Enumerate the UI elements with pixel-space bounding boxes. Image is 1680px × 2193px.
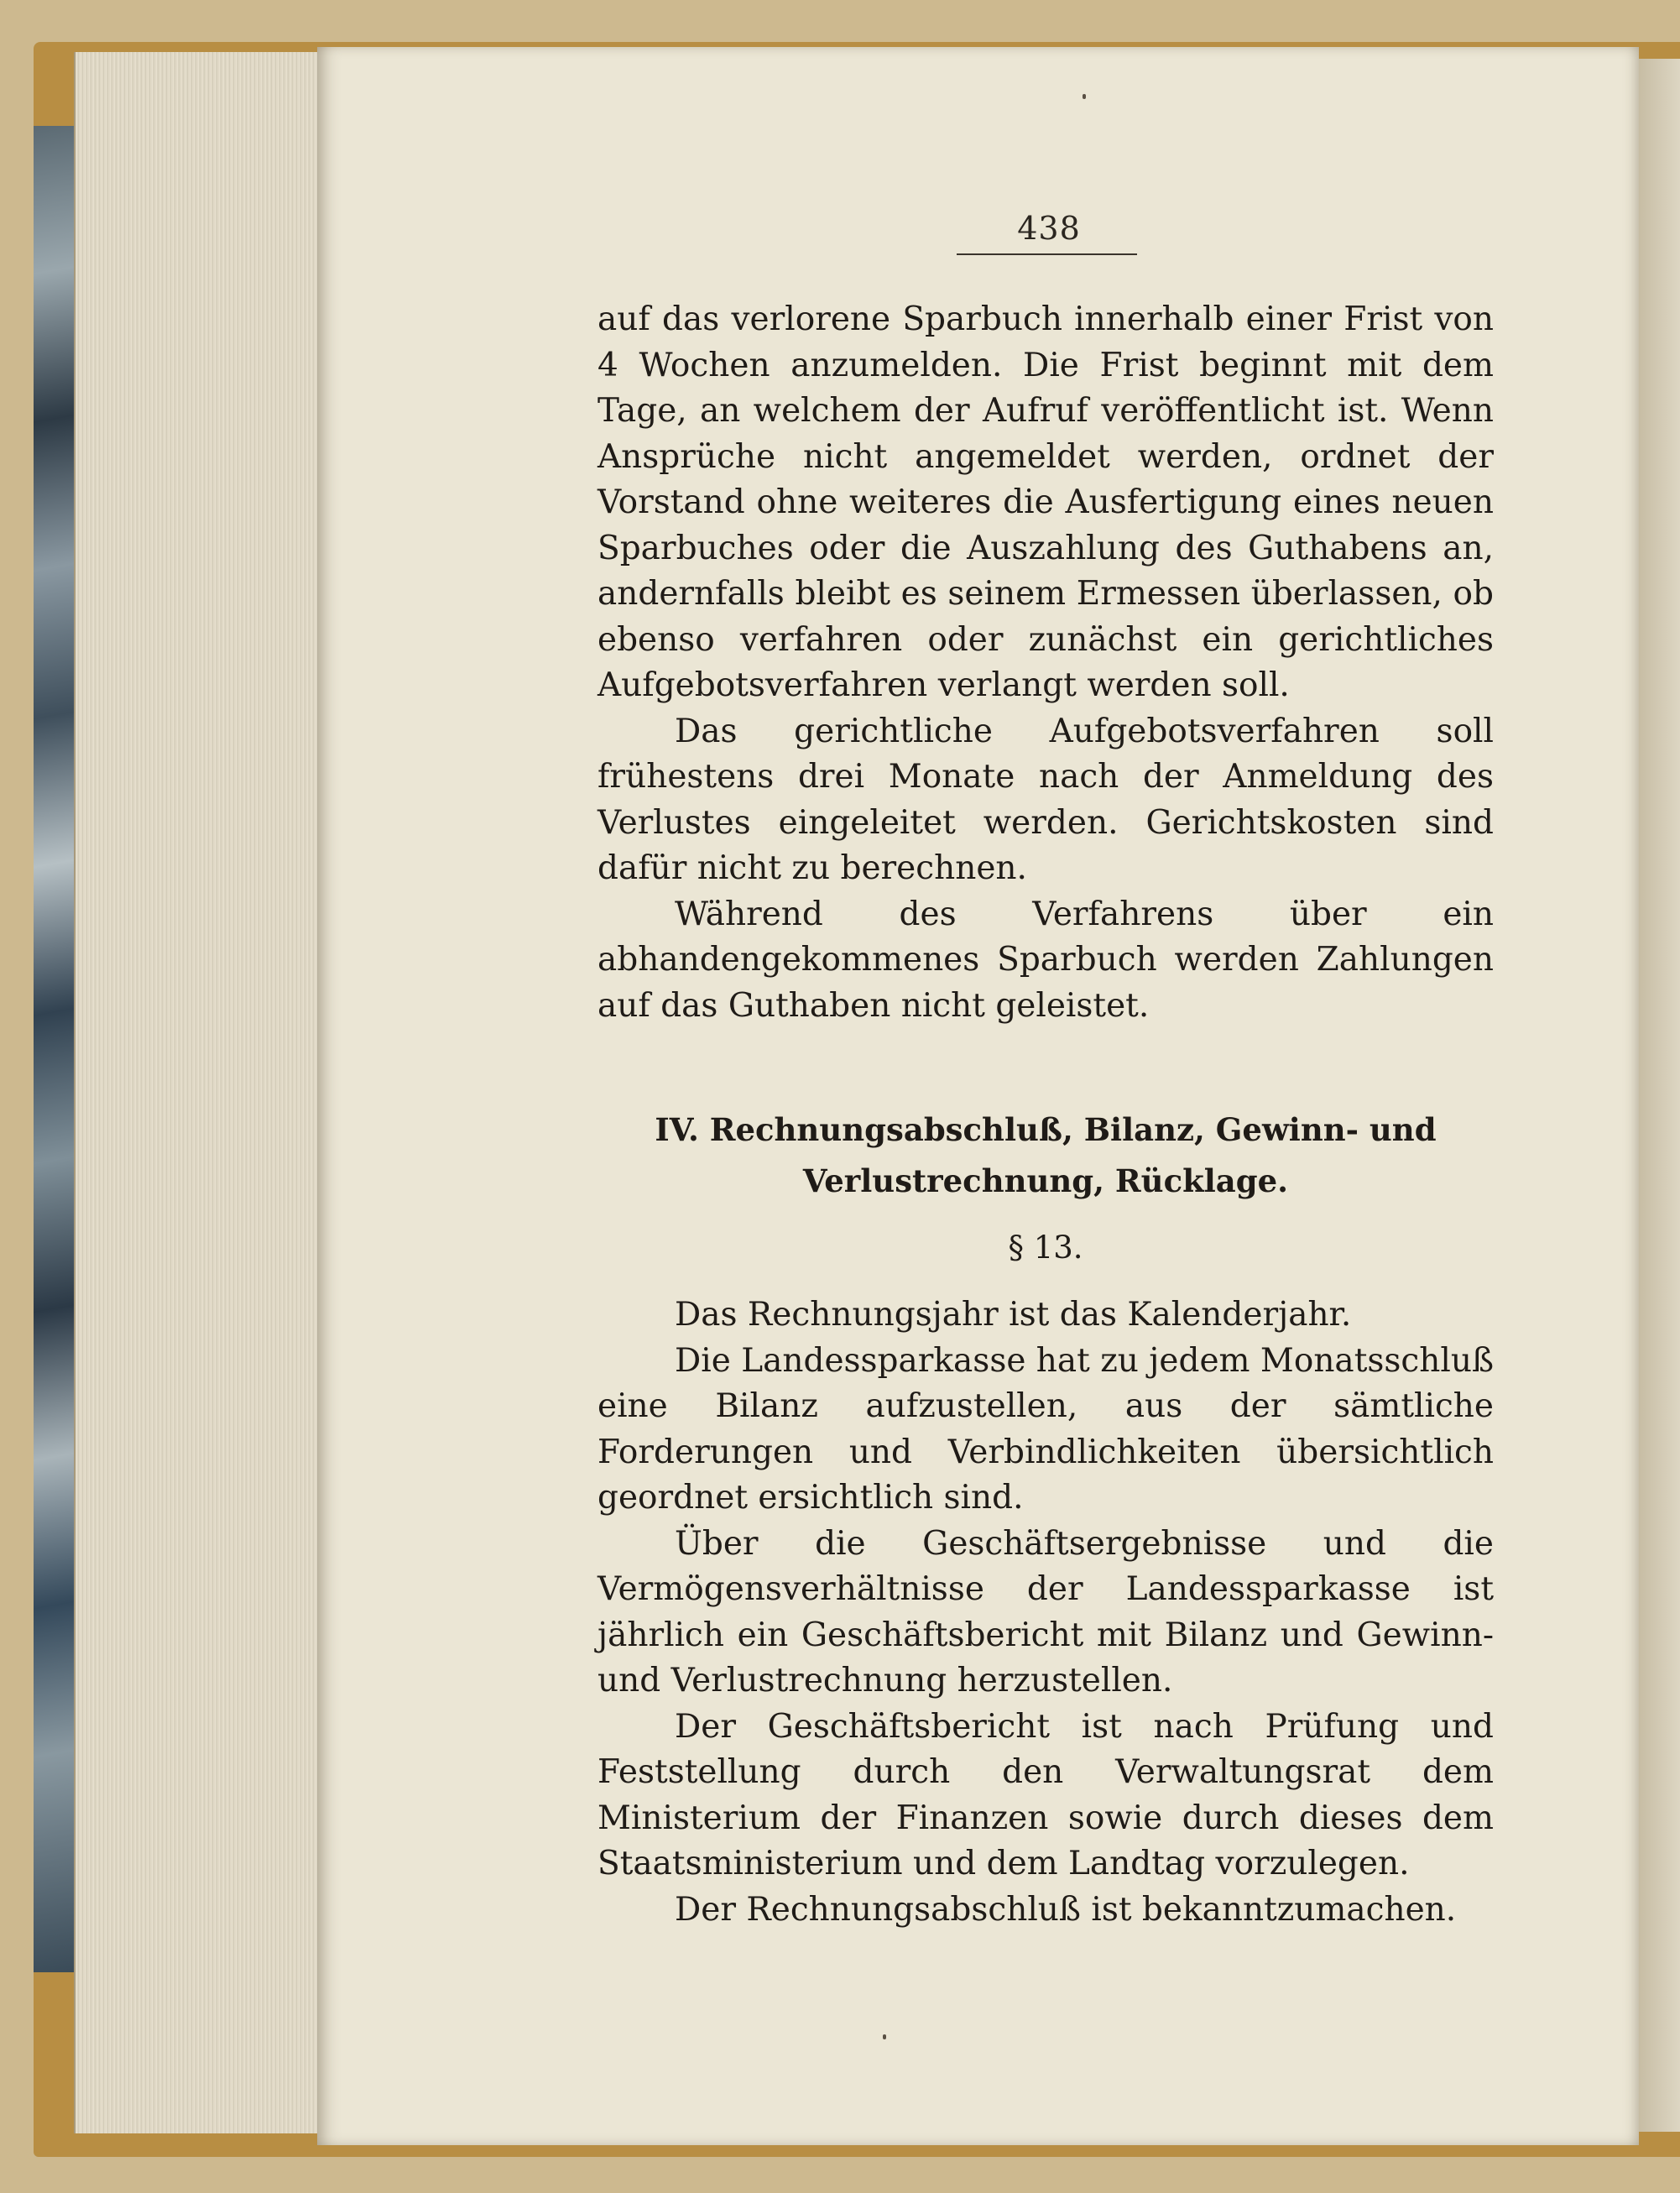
paragraph: Während des Verfahrens über ein abhandengekommenes Sparbuch werden Zahlungen auf das Guthaben nicht geleistet. xyxy=(597,895,1494,1025)
page-stack-edges xyxy=(74,52,319,2133)
chapter-heading-line-1: IV. Rechnungsabschluß, Bilanz, Gewinn- und xyxy=(655,1111,1437,1148)
header-rule xyxy=(957,253,1137,255)
paragraph: Der Rechnungsabschluß ist bekanntzumachen. xyxy=(675,1890,1457,1929)
facing-page-edge xyxy=(1639,59,1680,2132)
page-number: 438 xyxy=(1017,210,1081,247)
chapter-heading-line-2: Verlustrechnung, Rücklage. xyxy=(802,1162,1289,1199)
paragraph: auf das verlorene Sparbuch innerhalb einer Frist von 4 Wochen anzumelden. Die Frist beginnt mit dem Tage, an welchem der Aufruf veröffentlicht ist. Wenn Ansprüche nicht angemeldet werden, ordnet der Vorstand ohne weiteres die Ausfertigung eines neuen Sparbuches oder die Auszahlung des Guthabens an, andernfalls bleibt es seinem Ermessen überlassen, ob ebenso verfahren oder zunächst ein gerichtliches Aufgebotsverfahren verlangt werden soll. xyxy=(597,300,1494,704)
paper-speck xyxy=(883,2034,886,2039)
paper-speck xyxy=(1083,94,1086,99)
text-block-bottom xyxy=(597,1292,1494,1933)
paragraph: Über die Geschäftsergebnisse und die Vermögensverhältnisse der Landessparkasse ist jährlich ein Geschäftsbericht mit Bilanz und Gewinn- und Verlustrechnung herzustellen. xyxy=(597,1524,1494,1700)
text-block-top xyxy=(597,297,1494,1029)
paragraph: Das Rechnungsjahr ist das Kalenderjahr. xyxy=(675,1296,1352,1334)
paragraph: Das gerichtliche Aufgebotsverfahren soll frühestens drei Monate nach der Anmeldung des Verlustes eingeleitet werden. Gerichtskosten sind dafür nicht zu berechnen. xyxy=(597,712,1494,887)
paragraph: Die Landessparkasse hat zu jedem Monatsschluß eine Bilanz aufzustellen, aus der sämtliche Forderungen und Verbindlichkeiten übersichtlich geordnet ersichtlich sind. xyxy=(597,1341,1494,1517)
marbled-page-edge xyxy=(34,126,76,1972)
section-number: § 13. xyxy=(1008,1230,1083,1266)
paragraph: Der Geschäftsbericht ist nach Prüfung und Feststellung durch den Verwaltungsrat dem Ministerium der Finanzen sowie durch dieses dem Staatsministerium und dem Landtag vorzulegen. xyxy=(597,1707,1494,1882)
